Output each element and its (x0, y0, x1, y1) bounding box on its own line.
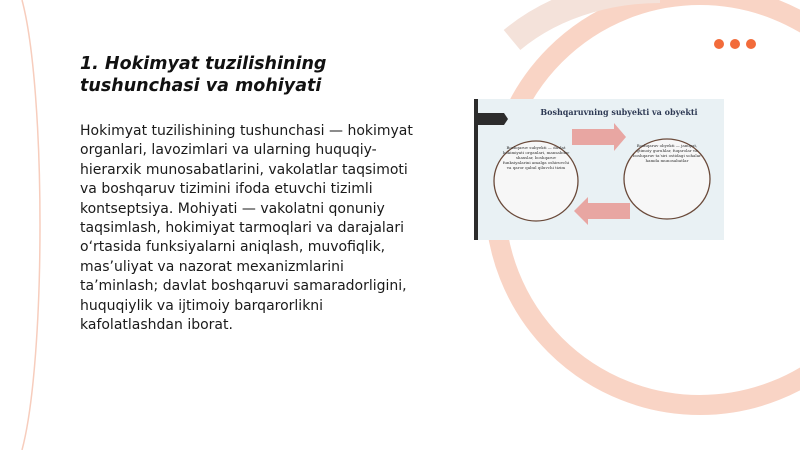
subject-object-diagram (474, 99, 724, 240)
dot-icon (746, 39, 756, 49)
dot-icon (730, 39, 740, 49)
decorative-dots (714, 39, 756, 49)
right-circle-text: Boshqaruv obyekti — jamiyat, ijtimoiy guruhlar, fuqarolar va boshqaruv ta’siri ostidagi sohalar hamda munosabatlar (632, 143, 702, 163)
left-thin-arc (22, 0, 40, 450)
slide-body-text: Hokimyat tuzilishining tushunchasi — hokimyat organlari, lavozimlari va ularning huquqiy-hierarxik munosabatlarini, vakolatlar taqsimoti va boshqaruv tizimini ifoda etuvchi tizimli kontseptsiya. Mohiyati — vakolatni qonuniy taqsimlash, hokimiyat tarmoqlari va darajalari o‘rtasida funksiyalarni aniqlash, muvofiqlik, mas’uliyat va nazorat mexanizmlarini ta’minlash; davlat boshqaruvi samaradorligini, huquqiylik va ijtimoiy barqarorlikni kafolatlashdan iborat. (80, 123, 413, 334)
slide-title: 1. Hokimyat tuzilishining tushunchasi va mohiyati (80, 54, 327, 96)
dot-icon (714, 39, 724, 49)
left-circle-text: Boshqaruv subyekti — davlat hokimiyati organlari, mansabdor shaxslar, boshqaruv funksiyalarini amalga oshiruvchi va qaror qabul qiluvchi tizim (502, 145, 570, 170)
diagram-title: Boshqaruvning subyekti va obyekti (540, 107, 698, 117)
diagram-corner-marker (478, 113, 508, 125)
